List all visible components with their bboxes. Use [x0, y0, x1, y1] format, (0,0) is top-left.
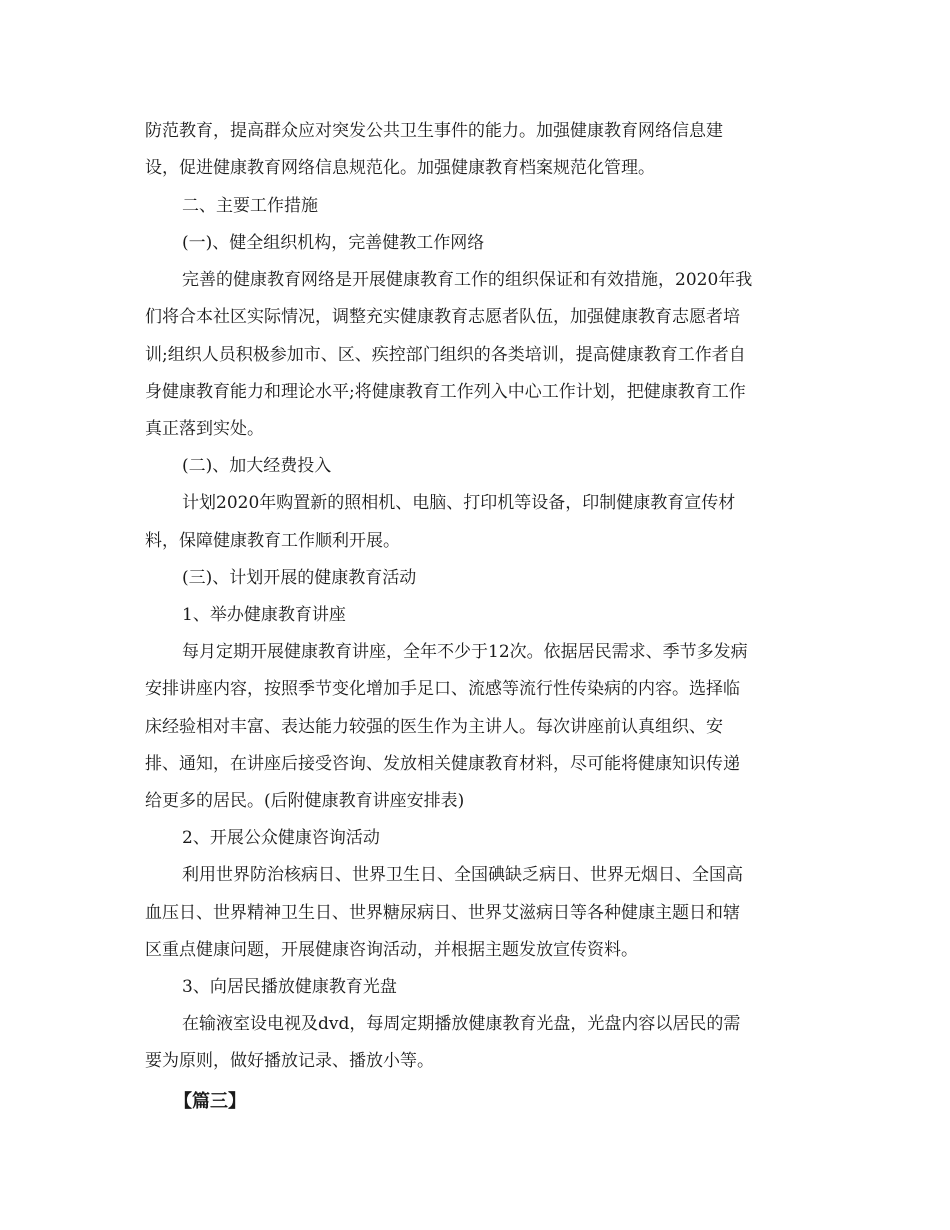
- paragraph-line: 防范教育，提高群众应对突发公共卫生事件的能力。加强健康教育网络信息建: [145, 121, 723, 141]
- item-heading: 2、开展公众健康咨询活动: [182, 828, 380, 848]
- paragraph-line: 计划2020年购置新的照相机、电脑、打印机等设备，印制健康教育宣传材: [182, 493, 736, 513]
- paragraph-line: 真正落到实处。: [145, 419, 264, 439]
- paragraph-line: 身健康教育能力和理论水平;将健康教育工作列入中心工作计划，把健康教育工作: [145, 382, 746, 402]
- paragraph-line: 们将合本社区实际情况，调整充实健康教育志愿者队伍，加强健康教育志愿者培: [145, 307, 740, 327]
- paragraph-line: 区重点健康问题，开展健康咨询活动，并根据主题发放宣传资料。: [145, 940, 638, 960]
- item-heading: 1、举办健康教育讲座: [182, 605, 346, 625]
- paragraph-line: 每月定期开展健康教育讲座，全年不少于12次。依据居民需求、季节多发病: [182, 642, 748, 662]
- paragraph-line: 料，保障健康教育工作顺利开展。: [145, 531, 400, 551]
- subsection-heading: (三)、计划开展的健康教育活动: [182, 568, 417, 588]
- paragraph-line: 在输液室设电视及dvd，每周定期播放健康教育光盘，光盘内容以居民的需: [182, 1014, 741, 1034]
- item-heading: 3、向居民播放健康教育光盘: [182, 977, 397, 997]
- paragraph-line: 设，促进健康教育网络信息规范化。加强健康教育档案规范化管理。: [145, 158, 655, 178]
- paragraph-line: 利用世界防治核病日、世界卫生日、全国碘缺乏病日、世界无烟日、全国高: [182, 865, 743, 885]
- paragraph-line: 要为原则，做好播放记录、播放小等。: [145, 1051, 434, 1071]
- subsection-heading: (一)、健全组织机构，完善健教工作网络: [182, 233, 485, 253]
- paragraph-line: 床经验相对丰富、表达能力较强的医生作为主讲人。每次讲座前认真组织、安: [145, 717, 723, 737]
- paragraph-line: 完善的健康教育网络是开展健康教育工作的组织保证和有效措施，2020年我: [182, 270, 753, 290]
- paragraph-line: 安排讲座内容，按照季节变化增加手足口、流感等流行性传染病的内容。选择临: [145, 679, 740, 699]
- paragraph-line: 排、通知，在讲座后接受咨询、发放相关健康教育材料，尽可能将健康知识传递: [145, 754, 740, 774]
- subsection-heading: (二)、加大经费投入: [182, 456, 332, 476]
- part-heading: 【篇三】: [174, 1091, 246, 1112]
- paragraph-line: 训;组织人员积极参加市、区、疾控部门组织的各类培训，提高健康教育工作者自: [145, 345, 746, 365]
- section-heading: 二、主要工作措施: [182, 196, 318, 216]
- paragraph-line: 血压日、世界精神卫生日、世界糖尿病日、世界艾滋病日等各种健康主题日和辖: [145, 903, 740, 923]
- paragraph-line: 给更多的居民。(后附健康教育讲座安排表): [145, 791, 465, 811]
